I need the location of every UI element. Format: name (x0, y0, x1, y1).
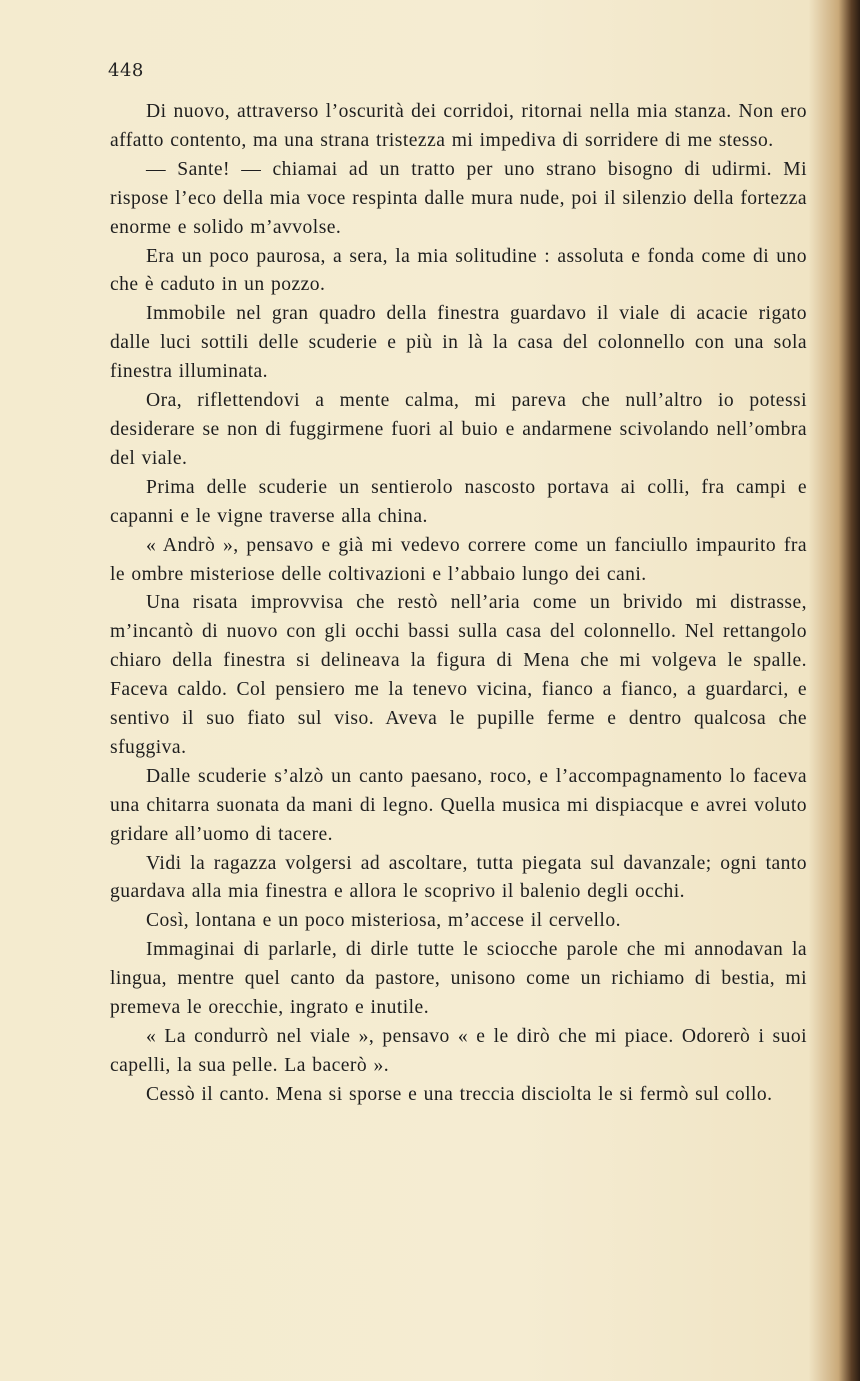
paragraph: Così, lontana e un poco misteriosa, m’accese il cervello. (146, 910, 621, 932)
paragraph: Prima delle scuderie un sentierolo nascosto portava ai colli, fra campi e capanni e le vigne traverse alla china. (110, 476, 807, 527)
page-number: 448 (108, 60, 144, 81)
paragraph: Vidi la ragazza volgersi ad ascoltare, tutta piegata sul davanzale; ogni tanto guardava alla mia finestra e allora le scoprivo il balenio degli occhi. (110, 852, 807, 903)
paragraph: Dalle scuderie s’alzò un canto paesano, roco, e l’accompagnamento lo faceva una chitarra suonata da mani di legno. Quella musica mi dispiacque e avrei voluto gridare all’uomo di tacere. (110, 765, 807, 845)
body-text (110, 98, 807, 1110)
paragraph: Era un poco paurosa, a sera, la mia solitudine : assoluta e fonda come di uno che è caduto in un pozzo. (110, 245, 807, 296)
paragraph: Ora, riflettendovi a mente calma, mi pareva che null’altro io potessi desiderare se non di fuggirmene fuori al buio e andarmene scivolando nell’ombra del viale. (110, 390, 807, 469)
paragraph: — Sante! — chiamai ad un tratto per uno strano bisogno di udirmi. Mi rispose l’eco della mia voce respinta dalle mura nude, poi il silenzio della fortezza enorme e solido m’avvolse. (110, 158, 807, 238)
paragraph: « La condurrò nel viale », pensavo « e le dirò che mi piace. Odorerò i suoi capelli, la sua pelle. La bacerò ». (110, 1026, 807, 1076)
paragraph: Immobile nel gran quadro della finestra guardavo il viale di acacie rigato dalle luci sottili delle scuderie e più in là la casa del colonnello con una sola finestra illuminata. (110, 303, 807, 383)
paragraph: Cessò il canto. Mena si sporse e una treccia disciolta le si fermò sul collo. (146, 1083, 773, 1105)
paragraph: Immaginai di parlarle, di dirle tutte le sciocche parole che mi annodavan la lingua, mentre quel canto da pastore, unisono come un richiamo di bestia, mi premeva le orecchie, ingrato e inutile. (110, 939, 807, 1019)
paragraph: « Andrò », pensavo e già mi vedevo correre come un fanciullo impaurito fra le ombre misteriose delle coltivazioni e l’abbaio lungo dei cani. (110, 534, 807, 585)
paragraph: Una risata improvvisa che restò nell’aria come un brivido mi distrasse, m’incantò di nuovo con gli occhi bassi sulla casa del colonnello. Nel rettangolo chiaro della finestra si delineava la figura di Mena che mi volgeva le spalle. Faceva caldo. Col pensiero me la tenevo vicina, fianco a fianco, a guardarci, e sentivo il suo fiato sul viso. Aveva le pupille ferme e dentro qualcosa che sfuggiva. (110, 592, 807, 758)
paragraph: Di nuovo, attraverso l’oscurità dei corridoi, ritornai nella mia stanza. Non ero affatto contento, ma una strana tristezza mi impediva di sorridere di me stesso. (110, 101, 807, 151)
